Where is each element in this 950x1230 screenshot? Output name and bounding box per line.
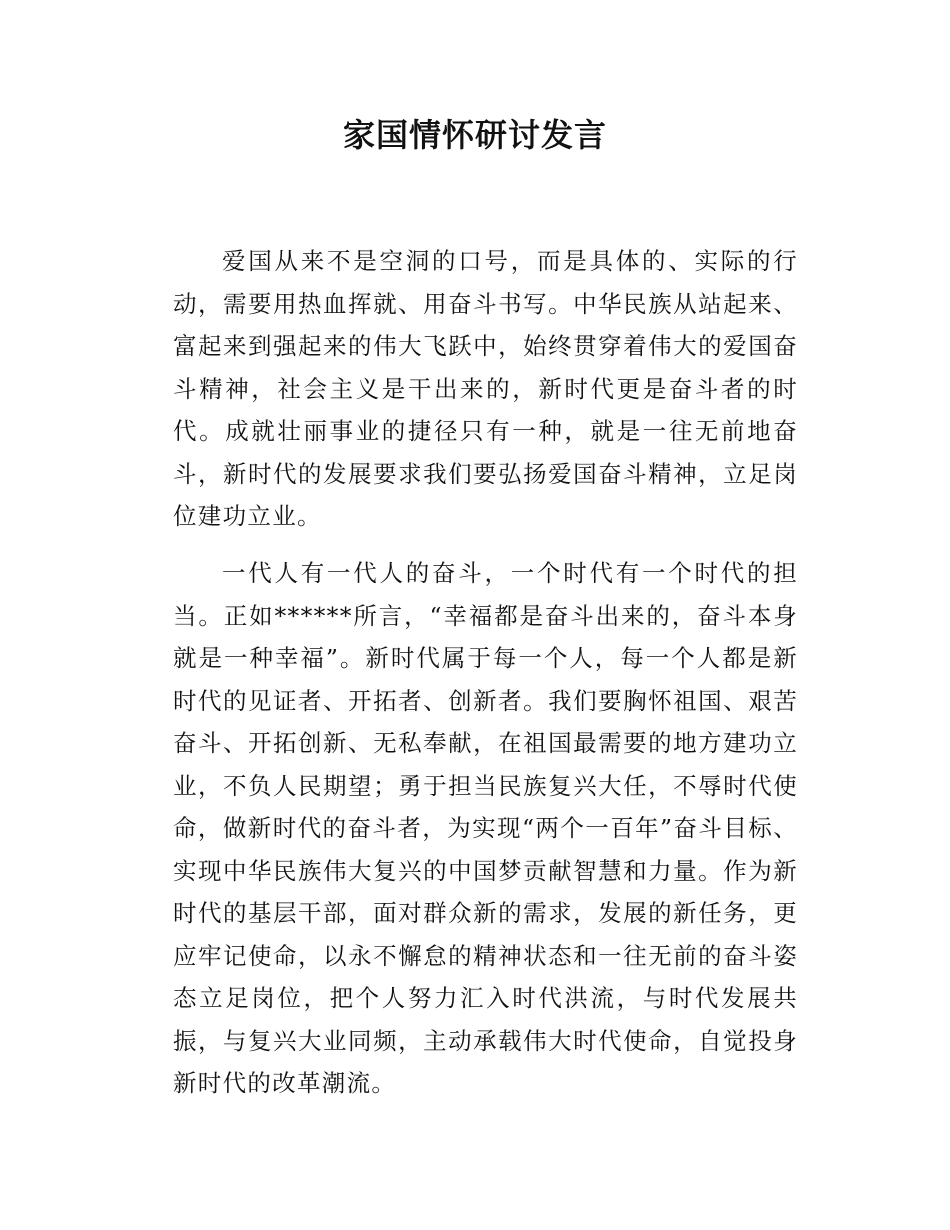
document-title: 家国情怀研讨发言 [342,116,607,154]
paragraph-2: 一代人有一代人的奋斗，一个时代有一个时代的担当。正如******所言，“幸福都是奋斗出来的，奋斗本身就是一种幸福”。新时代属于每一个人，每一个人都是新时代的见证者、开拓者、创新者。我们要胸怀祖国、艰苦奋斗、开拓创新、无私奉献，在祖国最需要的地方建功立业，不负人民期望；勇于担当民族复兴大任，不辱时代使命，做新时代的奋斗者，为实现“两个一百年”奋斗目标、实现中华民族伟大复兴的中国梦贡献智慧和力量。作为新时代的基层干部，面对群众新的需求，发展的新任务，更应牢记使命，以永不懈怠的精神状态和一往无前的奋斗姿态立足岗位，把个人努力汇入时代洪流，与时代发展共振，与复兴大业同频，主动承载伟大时代使命，自觉投身新时代的改革潮流。 [173,559,798,1097]
paragraph-1: 爱国从来不是空洞的口号，而是具体的、实际的行动，需要用热血挥就、用奋斗书写。中华民族从站起来、富起来到强起来的伟大飞跃中，始终贯穿着伟大的爱国奋斗精神，社会主义是干出来的，新时代更是奋斗者的时代。成就壮丽事业的捷径只有一种，就是一往无前地奋斗，新时代的发展要求我们要弘扬爱国奋斗精神，立足岗位建功立业。 [173,247,798,530]
